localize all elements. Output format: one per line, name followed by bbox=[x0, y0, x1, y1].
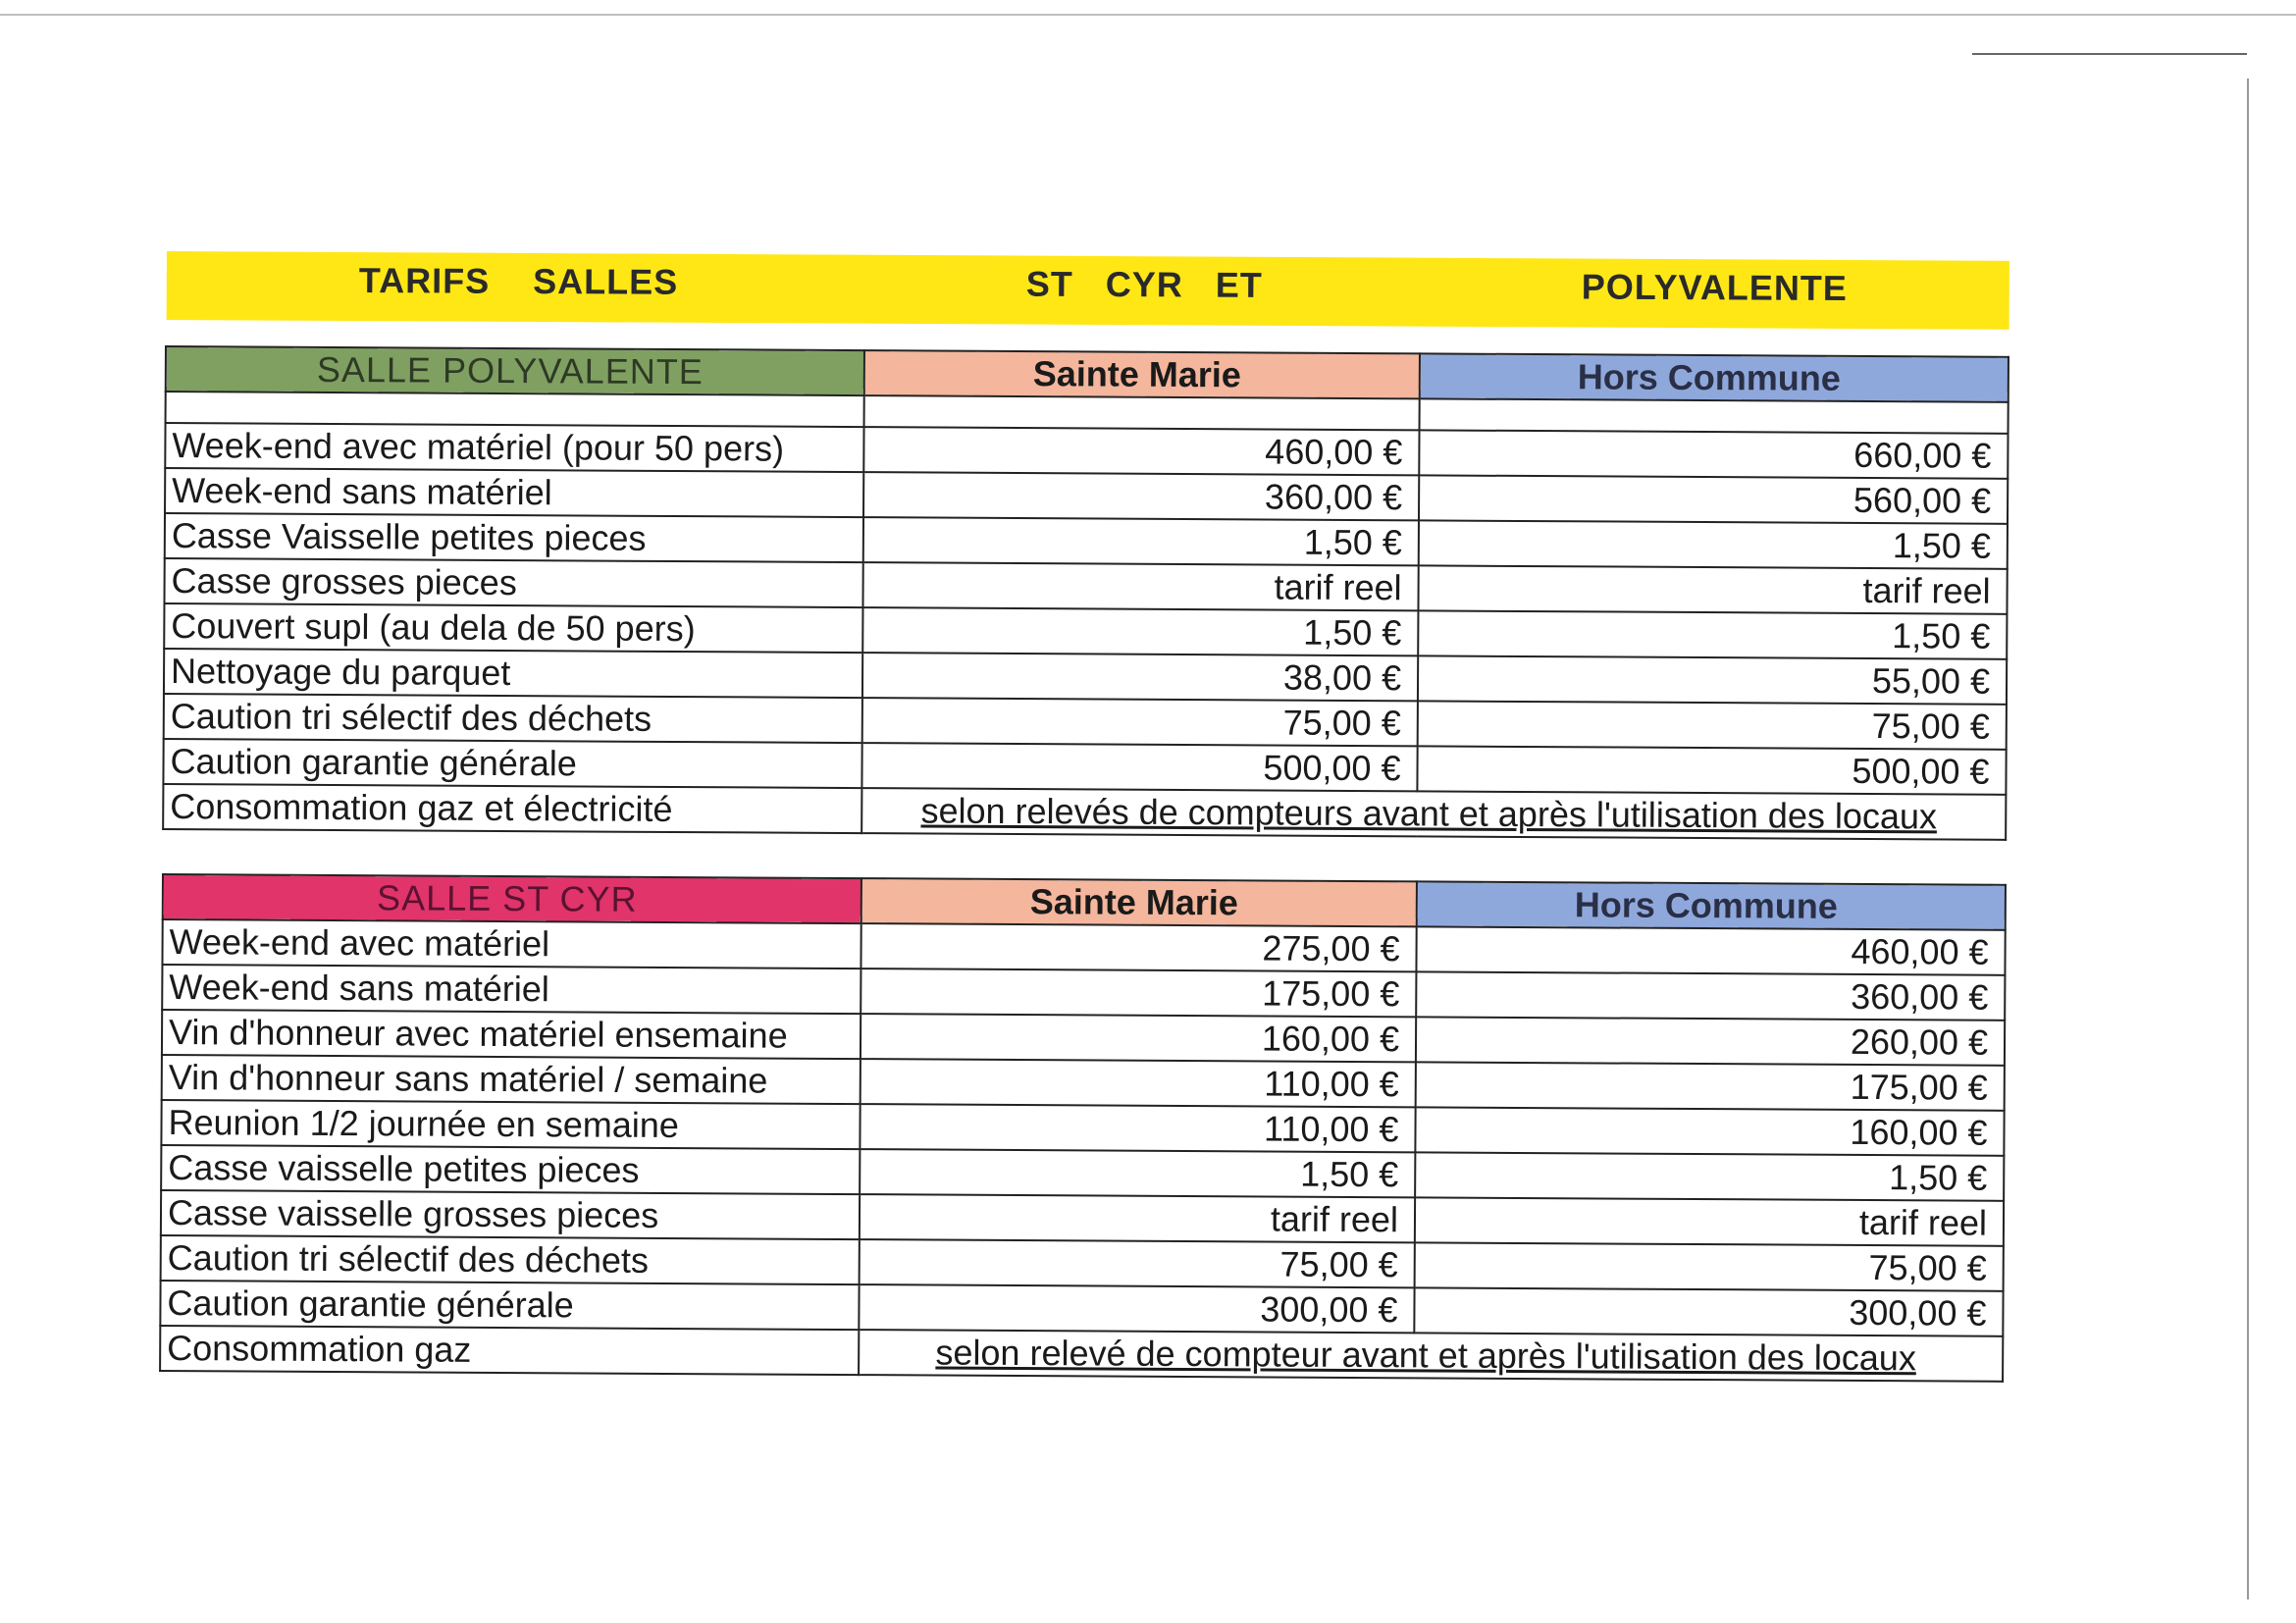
row-label: Casse grosses pieces bbox=[164, 558, 862, 607]
banner-left: TARIFS SALLES bbox=[358, 260, 679, 302]
row-label: Couvert supl (au dela de 50 pers) bbox=[164, 603, 862, 653]
banner-center: ST CYR ET bbox=[1025, 263, 1263, 305]
price-hors-commune: 75,00 € bbox=[1415, 1242, 2004, 1290]
row-label: Casse Vaisselle petites pieces bbox=[165, 513, 863, 562]
blank-cell bbox=[1420, 398, 2009, 433]
price-hors-commune: 160,00 € bbox=[1415, 1107, 2004, 1155]
price-hors-commune: 1,50 € bbox=[1419, 520, 2008, 568]
consumption-note: selon relevés de compteurs avant et après l'utilisation des locaux bbox=[861, 788, 2006, 840]
price-sainte-marie: 38,00 € bbox=[862, 653, 1418, 701]
price-sainte-marie: tarif reel bbox=[862, 562, 1418, 610]
price-sainte-marie: 175,00 € bbox=[861, 969, 1416, 1017]
row-label: Caution tri sélectif des déchets bbox=[161, 1235, 860, 1284]
blank-cell bbox=[864, 395, 1420, 430]
row-label: Week-end avec matériel bbox=[162, 919, 861, 969]
price-hors-commune: 560,00 € bbox=[1419, 475, 2008, 523]
price-sainte-marie: 1,50 € bbox=[862, 607, 1418, 655]
price-hors-commune: 260,00 € bbox=[1416, 1017, 2005, 1065]
price-hors-commune: 460,00 € bbox=[1416, 926, 2005, 974]
price-hors-commune: 75,00 € bbox=[1418, 701, 2007, 749]
price-sainte-marie: tarif reel bbox=[860, 1194, 1415, 1242]
price-sainte-marie: 275,00 € bbox=[861, 923, 1416, 971]
table-title: SALLE ST CYR bbox=[163, 874, 861, 923]
column-header-hors-commune: Hors Commune bbox=[1420, 353, 2009, 401]
table-salle-polyvalente bbox=[162, 345, 2009, 841]
row-label: Caution garantie générale bbox=[163, 739, 861, 788]
table-row-consumption bbox=[163, 784, 2006, 840]
table-salle-st-cyr bbox=[159, 873, 2007, 1383]
row-label: Reunion 1/2 journée en semaine bbox=[161, 1100, 860, 1149]
price-hors-commune: 500,00 € bbox=[1417, 746, 2006, 794]
row-label: Casse vaisselle grosses pieces bbox=[161, 1190, 860, 1239]
price-sainte-marie: 75,00 € bbox=[860, 1239, 1415, 1287]
price-hors-commune: tarif reel bbox=[1415, 1197, 2004, 1245]
price-sainte-marie: 1,50 € bbox=[863, 517, 1419, 565]
price-hors-commune: 55,00 € bbox=[1418, 655, 2007, 704]
blank-cell bbox=[166, 392, 864, 427]
banner-right: POLYVALENTE bbox=[1581, 266, 1848, 308]
price-sainte-marie: 300,00 € bbox=[859, 1284, 1414, 1333]
column-header-hors-commune: Hors Commune bbox=[1417, 881, 2006, 929]
price-hors-commune: 660,00 € bbox=[1419, 430, 2008, 478]
price-hors-commune: 300,00 € bbox=[1414, 1287, 2003, 1335]
row-label: Caution tri sélectif des déchets bbox=[164, 694, 862, 743]
price-sainte-marie: 1,50 € bbox=[860, 1149, 1415, 1197]
price-sainte-marie: 160,00 € bbox=[861, 1014, 1416, 1062]
scan-edge-right bbox=[1972, 53, 2247, 55]
price-hors-commune: 360,00 € bbox=[1416, 971, 2005, 1020]
scan-edge-vertical bbox=[2247, 79, 2249, 1599]
price-sainte-marie: 360,00 € bbox=[863, 472, 1419, 520]
row-label: Casse vaisselle petites pieces bbox=[161, 1145, 860, 1194]
price-sainte-marie: 110,00 € bbox=[861, 1059, 1416, 1107]
column-header-sainte-marie: Sainte Marie bbox=[861, 878, 1417, 926]
table-title: SALLE POLYVALENTE bbox=[166, 346, 864, 395]
row-label: Caution garantie générale bbox=[160, 1281, 859, 1330]
price-sainte-marie: 500,00 € bbox=[861, 743, 1417, 791]
table-row-consumption bbox=[160, 1326, 2003, 1382]
price-sainte-marie: 460,00 € bbox=[863, 427, 1419, 475]
price-hors-commune: 1,50 € bbox=[1415, 1152, 2004, 1200]
column-header-sainte-marie: Sainte Marie bbox=[864, 350, 1420, 398]
row-label: Week-end sans matériel bbox=[165, 468, 863, 517]
price-hors-commune: 1,50 € bbox=[1418, 610, 2007, 658]
row-label: Vin d'honneur avec matériel ensemaine bbox=[162, 1010, 861, 1059]
row-label: Week-end sans matériel bbox=[162, 965, 861, 1014]
row-label: Nettoyage du parquet bbox=[164, 649, 862, 698]
price-sainte-marie: 75,00 € bbox=[862, 698, 1418, 746]
price-hors-commune: tarif reel bbox=[1418, 565, 2007, 613]
row-label: Consommation gaz bbox=[160, 1326, 859, 1375]
row-label: Consommation gaz et électricité bbox=[163, 784, 861, 833]
consumption-note: selon relevé de compteur avant et après l'utilisation des locaux bbox=[859, 1330, 2003, 1382]
title-banner bbox=[167, 251, 2009, 330]
price-sainte-marie: 110,00 € bbox=[860, 1104, 1415, 1152]
scan-edge-top bbox=[0, 14, 2296, 16]
row-label: Vin d'honneur sans matériel / semaine bbox=[162, 1055, 861, 1104]
row-label: Week-end avec matériel (pour 50 pers) bbox=[165, 423, 863, 472]
price-hors-commune: 175,00 € bbox=[1416, 1062, 2005, 1110]
